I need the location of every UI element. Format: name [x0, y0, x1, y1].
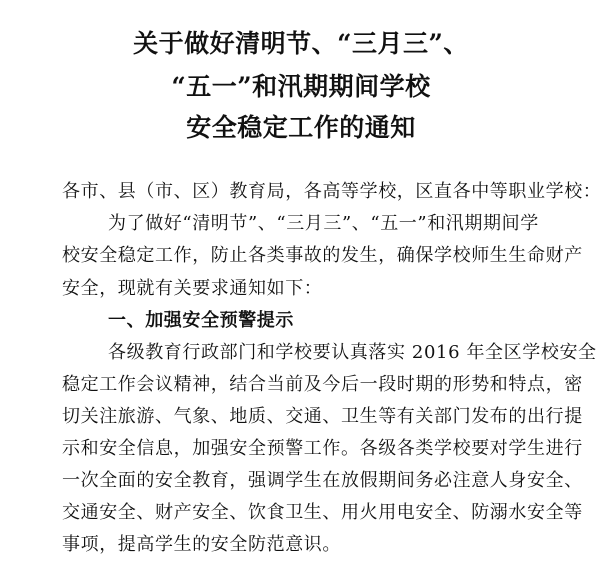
section-heading: 一、加强安全预警提示	[108, 310, 294, 331]
section-paragraph-line-2: 稳定工作会议精神，结合当前及今后一段时期的形势和特点，密	[62, 374, 583, 395]
section-paragraph-line-7: 事项，提高学生的安全防范意识。	[62, 534, 341, 555]
intro-line-1: 为了做好“清明节”、“三月三”、“五一”和汛期期间学	[108, 213, 539, 234]
document-title-line-3: 安全稳定工作的通知	[186, 113, 416, 142]
addressee-line: 各市、县（市、区）教育局，各高等学校，区直各中等职业学校：	[62, 181, 602, 202]
section-paragraph-line-6: 交通安全、财产安全、饮食卫生、用火用电安全、防溺水安全等	[62, 502, 583, 523]
intro-line-3: 安全，现就有关要求通知如下：	[62, 278, 323, 299]
section-paragraph-line-5: 一次全面的安全教育，强调学生在放假期间务必注意人身安全、	[62, 470, 583, 491]
document-title-line-1: 关于做好清明节、“三月三”、	[133, 29, 469, 58]
document-title-line-2: “五一”和汛期期间学校	[171, 72, 431, 101]
section-paragraph-line-1: 各级教育行政部门和学校要认真落实 2016 年全区学校安全	[108, 342, 597, 363]
section-paragraph-line-4: 示和安全信息，加强安全预警工作。各级各类学校要对学生进行	[62, 438, 583, 459]
section-paragraph-line-3: 切关注旅游、气象、地质、交通、卫生等有关部门发布的出行提	[62, 406, 583, 427]
intro-line-2: 校安全稳定工作，防止各类事故的发生，确保学校师生生命财产	[62, 245, 583, 266]
